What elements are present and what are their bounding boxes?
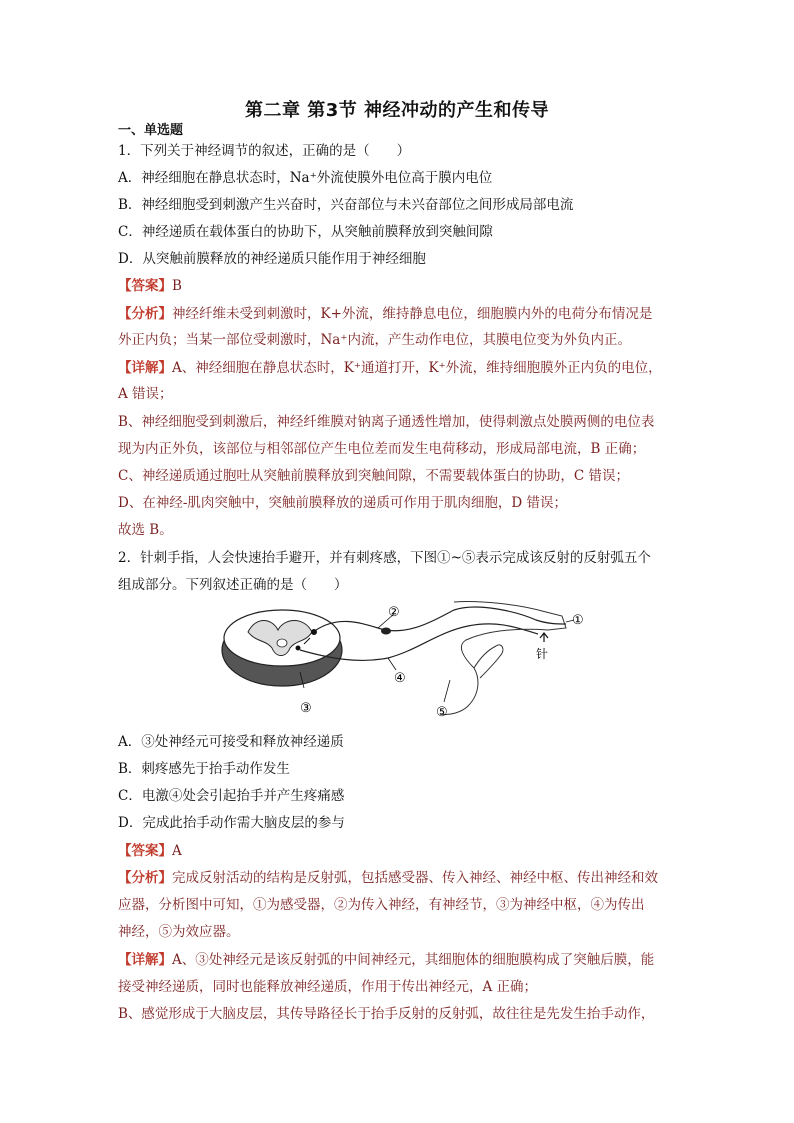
leader-4 [388, 658, 396, 670]
needle-label: 针 [536, 647, 549, 661]
detail-tag: 【详解】 [118, 360, 172, 376]
q2-stem-line-2: 组成部分。下列叙述正确的是（ ） [118, 577, 348, 593]
q2-stem-line-1: 2．针刺手指，人会快速抬手避开，并有刺疼感，下图①~⑤表示完成该反射的反射弧五个 [118, 550, 651, 566]
q1-analysis-line-2: 外正内负；当某一部位受刺激时，Na⁺内流，产生动作电位，其膜电位变为外负内正。 [118, 332, 631, 348]
central-canal [277, 639, 287, 647]
q1-option-b: B．神经细胞受到刺激产生兴奋时，兴奋部位与未兴奋部位之间形成局部电流 [118, 197, 574, 213]
reflex-arc-diagram [218, 598, 582, 720]
q2-option-c: C．电激④处会引起抬手并产生疼痛感 [118, 788, 345, 804]
q1-detail-line-3: B、神经细胞受到刺激后，神经纤维膜对钠离子通透性增加，使得刺激点处膜两侧的电位表 [118, 414, 655, 430]
q1-option-c: C．神经递质在载体蛋白的协助下，从突触前膜释放到突触间隙 [118, 224, 493, 240]
q2-detail-line-1 [118, 950, 654, 970]
q1-analysis-line-1 [118, 304, 652, 324]
answer-tag: 【答案】 [118, 843, 172, 859]
label-2: ② [388, 605, 400, 620]
q2-detail-line-2: 接受神经递质，同时也能释放神经递质，作用于传出神经元，A 正确； [118, 979, 538, 995]
q2-option-d: D．完成此抬手动作需大脑皮层的参与 [118, 815, 345, 831]
page-title: 第二章 第3节 神经冲动的产生和传导 [244, 100, 550, 121]
q1-option-d: D．从突触前膜释放的神经递质只能作用于神经细胞 [118, 251, 426, 267]
label-4: ④ [394, 671, 406, 686]
q1-detail-line-6: D、在神经-肌肉突触中，突触前膜释放的递质可作用于肌肉细胞，D 错误； [118, 495, 567, 511]
leader-5 [444, 680, 450, 702]
label-3: ③ [300, 701, 312, 716]
q2-analysis-line-3: 神经，⑤为效应器。 [118, 924, 240, 940]
answer-tag: 【答案】 [118, 278, 172, 294]
q2-option-b: B．刺疼感先于抬手动作发生 [118, 761, 290, 777]
q2-option-a: A．③处神经元可接受和释放神经递质 [118, 734, 344, 750]
ganglion [381, 628, 391, 635]
detail-text: A、神经细胞在静息状态时，K⁺通道打开，K⁺外流，维持细胞膜外正内负的电位， [172, 360, 662, 376]
q1-detail-line-2: A 错误； [118, 386, 173, 402]
section-heading: 一、单选题 [118, 123, 184, 138]
analysis-tag: 【分析】 [118, 870, 172, 886]
q1-detail-line-4: 现为内正外负，该部位与相邻部位产生电位差而发生电荷移动，形成局部电流，B 正确； [118, 441, 646, 457]
hand-outline [474, 645, 503, 678]
q1-detail-line-1 [118, 358, 662, 378]
label-5: ⑤ [436, 705, 448, 720]
q2-detail-line-3: B、感觉形成于大脑皮层，其传导路径长于抬手反射的反射弧，故往往是先发生抬手动作， [118, 1006, 655, 1022]
analysis-text: 完成反射活动的结构是反射弧，包括感受器、传入神经、神经中枢、传出神经和效 [172, 870, 658, 886]
analysis-text: 神经纤维未受到刺激时，K+外流，维持静息电位，细胞膜内外的电荷分布情况是 [172, 306, 653, 322]
q1-answer [118, 276, 182, 296]
q1-detail-line-7: 故选 B。 [118, 522, 173, 538]
afferent-nerve [316, 607, 566, 631]
q2-analysis-line-2: 应器，分析图中可知，①为感受器，②为传入神经，有神经节，③为神经中枢，④为传出 [118, 897, 645, 913]
detail-tag: 【详解】 [118, 952, 172, 968]
q1-detail-line-5: C、神经递质通过胞吐从突触前膜释放到突触间隙，不需要载体蛋白的协助，C 错误； [118, 468, 629, 484]
answer-value: A [172, 843, 182, 859]
answer-value: B [172, 278, 182, 294]
label-1: ① [572, 613, 584, 628]
q2-answer [118, 841, 182, 861]
detail-text: A、③处神经元是该反射弧的中间神经元，其细胞体的细胞膜构成了突触后膜，能 [172, 952, 655, 968]
q1-option-a: A．神经细胞在静息状态时，Na⁺外流使膜外电位高于膜内电位 [118, 170, 493, 186]
q1-stem: 1．下列关于神经调节的叙述，正确的是（ ） [118, 143, 411, 159]
analysis-tag: 【分析】 [118, 306, 172, 322]
motor-neuron-body [296, 646, 301, 651]
q2-analysis-line-1 [118, 868, 658, 888]
